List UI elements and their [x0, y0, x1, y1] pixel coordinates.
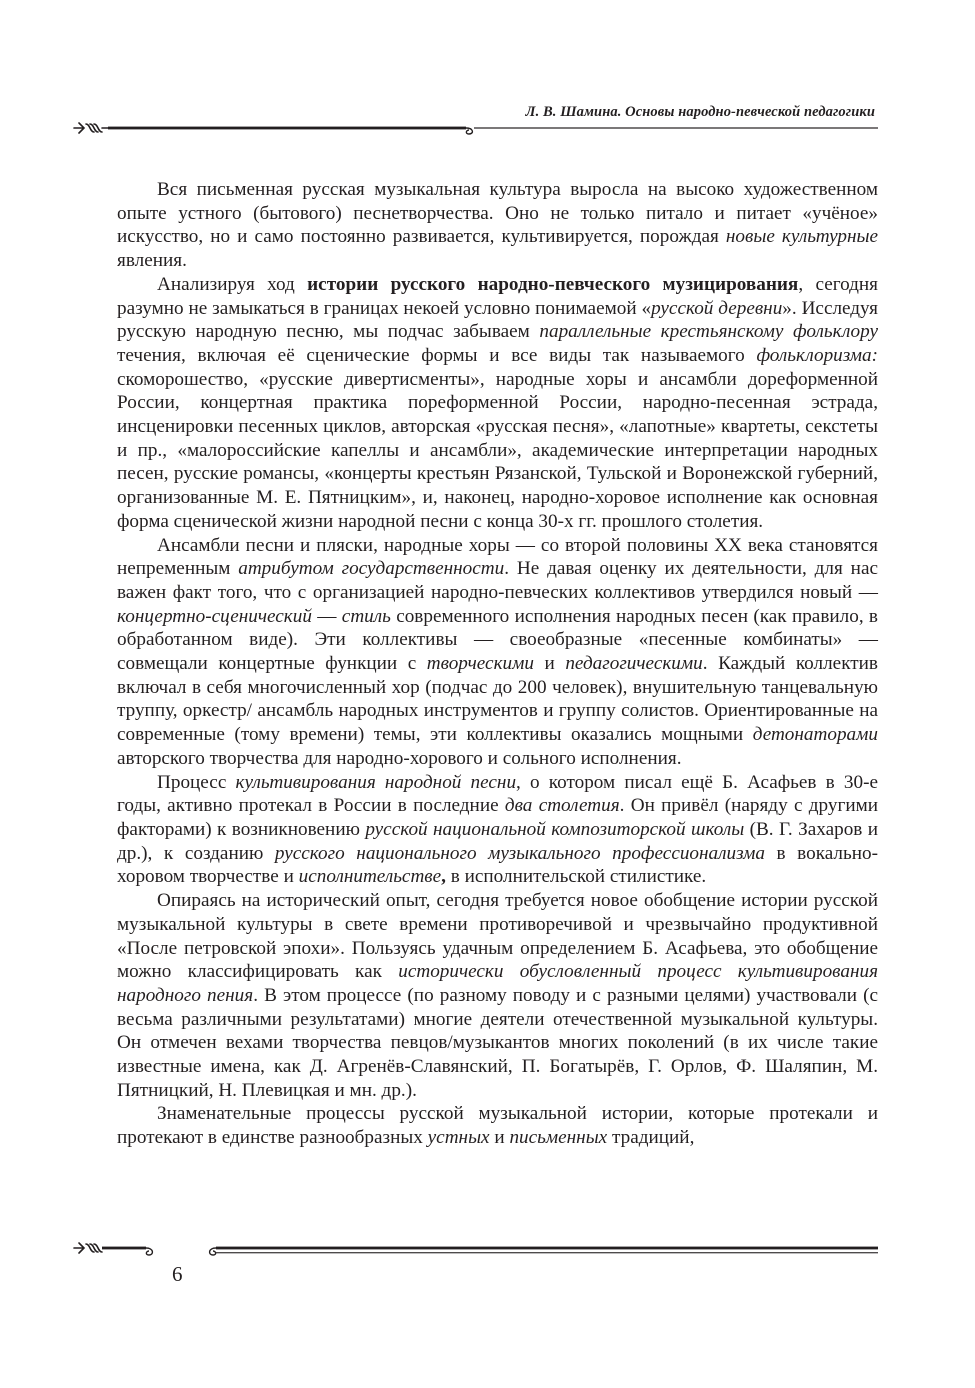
footer-ornament-left — [70, 1240, 160, 1262]
text-run: . В этом процессе (по разному поводу и с разными целями) участвовали (с весьма различными результатами) многие деятели отечественной музыкальной культуры. Он отмечен вехами творчества певцов/музыкантов многих поколений (в их числе такие известные имена, как Д. Агренёв-Славянский, П. Богатырёв, Г. Орлов, Ф. Шаляпин, М. Пятницкий, Н. Плевицкая и мн. др.). — [117, 984, 878, 1101]
italic-text: русского национального музыкального профессионализма — [274, 842, 765, 864]
italic-text: творческими — [426, 653, 534, 675]
text-run: . Каждый коллектив включал в себя многочисленный хор (подчас до 200 человек), внушительную танцевальную труппу, оркестр/ ансамбль народных инструментов и группу солистов. Ориентированные на современные (тому времени) темы, эти коллективы оказались мощными — [117, 653, 878, 746]
italic-text: устных — [427, 1127, 490, 1149]
italic-text: русской деревни — [651, 297, 783, 319]
text-run: (В. Г. Захаров и др.), к созданию — [117, 818, 879, 864]
text-run: Ансамбли песни и пляски, народные хоры — со второй половины XX века становятся непременным — [117, 534, 878, 580]
text-run: Опираясь на исторический опыт, сегодня требуется новое обобщение истории русской музыкальной культуры в свете времени противоречивой и чрезвычайно продуктивной «После петровской эпохи». Пользуясь удачным определением Б. Асафьева, это обобщение можно классифицировать как — [117, 890, 878, 983]
italic-text: письменных — [509, 1127, 608, 1149]
text-run: Процесс — [157, 771, 236, 793]
text-run: и — [533, 653, 566, 675]
italic-text: атрибутом государственности — [238, 558, 505, 580]
italic-text: фольклоризма: — [756, 344, 878, 366]
header-rule-thick — [108, 127, 466, 130]
italic-text: культивирования народной песни — [235, 771, 517, 793]
italic-text: детонаторами — [752, 724, 878, 746]
text-run: , сегодня разумно не замыкаться в границах некоей условно понимаемой « — [117, 273, 878, 319]
flourish-arrow-icon — [74, 1243, 102, 1253]
paragraph — [117, 273, 878, 534]
header-ornament-rule — [70, 118, 880, 138]
paragraph — [117, 889, 878, 1102]
text-run: и — [489, 1127, 510, 1149]
text-run: авторского творчества для народно-хорового и сольного исполнения. — [117, 747, 682, 769]
text-run: — — [311, 605, 342, 627]
italic-text: педагогическими — [565, 653, 703, 675]
page-number: 6 — [172, 1262, 183, 1286]
text-run: современного исполнения народных песен (как правило, в обработанном виде). Эти коллективы — своеобразные «песенные комбинаты» — совмещали концертные функции с — [117, 605, 878, 675]
flourish-arrow-icon — [74, 123, 108, 133]
text-run: в вокально-хоровом творчестве и — [117, 842, 878, 888]
header-rule-curl — [466, 128, 472, 134]
paragraph — [117, 1102, 878, 1149]
text-run: ». Исследуя русскую народную песню, мы подчас забываем — [117, 297, 878, 343]
italic-text: два столетия — [504, 795, 620, 817]
paragraph — [117, 534, 878, 771]
text-run: . Он привёл (наряду с другими факторами) к возникновению — [117, 795, 878, 840]
italic-text: концертно-сценический — [117, 605, 312, 627]
italic-text: стиль — [341, 605, 391, 627]
text-run: в исполнительской стилистике. — [445, 866, 707, 888]
text-run: . Не давая оценку их деятельности, для нас важен факт того, что с организацией народно-певческих коллективов утвердился новый — — [117, 558, 878, 603]
header-title: Л. В. Шамина. Основы народно-певческой педагогики — [525, 104, 875, 120]
text-run: скоморошество, «русские дивертисменты», народные хоры и ансамбли дореформенной России, концертная практика пореформенной России, народно-песенная эстрада, инсценировки песенных циклов, авторская «русская песня», «лапотные» квартеты, секстеты и пр., «малороссийские капеллы и ансамбли», академические интерпретации народных песен, русские романсы, «концерты крестьян Рязанской, Тульской и Воронежской губерний, организованные М. Е. Пятницким», и, наконец, народно-хоровое исполнение как основная форма сценической жизни народной песни с конца 30-х гг. прошлого столетия. — [117, 368, 878, 532]
bold-text: истории русского народно-певческого музицирования — [307, 273, 799, 295]
header-rule-thin — [474, 127, 878, 128]
italic-text: новые культурные — [725, 226, 878, 248]
body-text — [117, 178, 878, 1150]
paragraph — [117, 771, 878, 890]
text-run: , о котором писал ещё Б. Асафьев в 30-е годы, активно протекал в России в последние — [117, 771, 878, 817]
paragraph — [117, 178, 878, 273]
bold-text: , — [441, 866, 446, 888]
text-run: явления. — [117, 250, 187, 272]
text-run: Знаменательные процессы русской музыкальной истории, которые протекали и протекают в единстве разнообразных — [117, 1103, 878, 1149]
italic-text: параллельные крестьянскому фольклору — [539, 321, 878, 343]
italic-text: исполнительстве — [298, 866, 442, 888]
text-run: Анализируя ход — [157, 273, 308, 295]
italic-text: исторически обусловленный процесс культивирования народного пения — [117, 961, 878, 1006]
italic-text: русской национальной композиторской школы — [365, 818, 745, 840]
text-run: традиций, — [607, 1127, 695, 1149]
text-run: течения, включая её сценические формы и все виды так называемого — [117, 344, 757, 366]
text-run: Вся письменная русская музыкальная культура выросла на высоко художественном опыте устного (бытового) песнетворчества. Оно не только питало и питает «учёное» искусство, но и само постоянно развивается, культивируется, порождая — [117, 179, 878, 248]
footer-ornament-right — [200, 1240, 880, 1262]
